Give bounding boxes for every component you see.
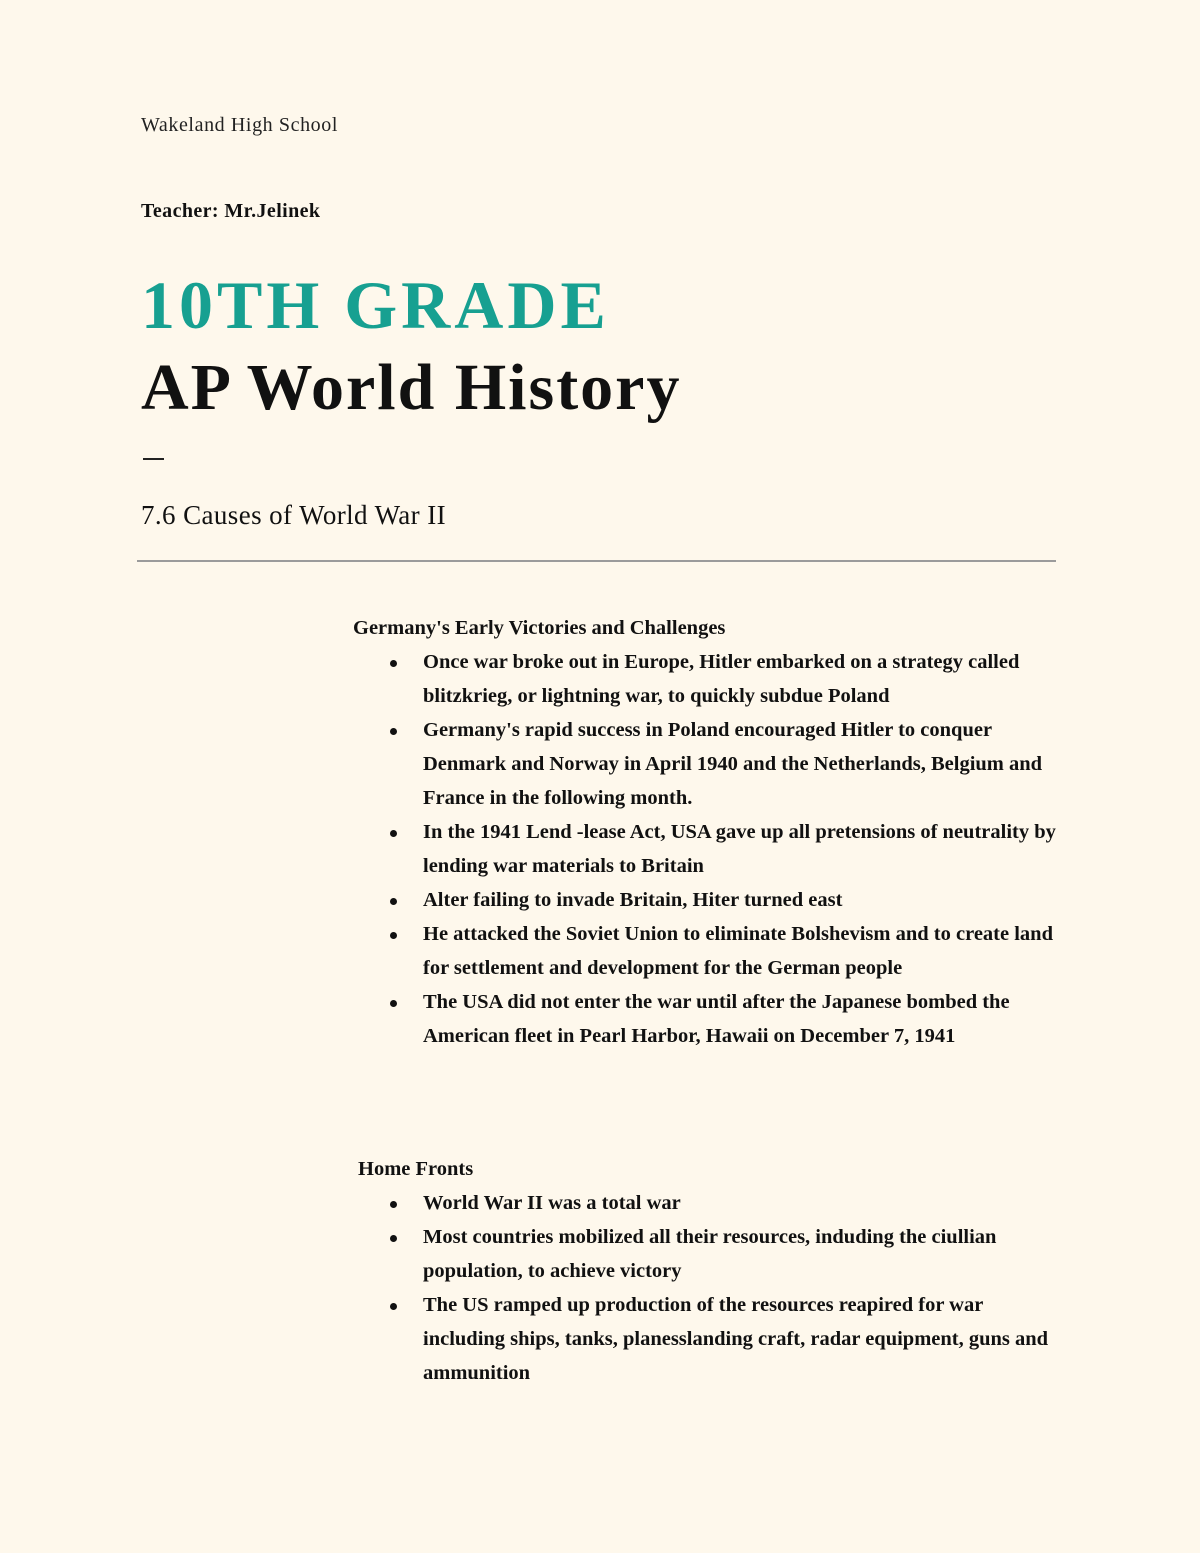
course-title: AP World History bbox=[141, 351, 682, 424]
bullet-icon bbox=[390, 932, 397, 939]
bullet-icon bbox=[390, 1000, 397, 1007]
list-item-text: The US ramped up production of the resources reapired for war including ships, tanks, planesslanding craft, radar equipment, guns and ammunition bbox=[423, 1294, 1049, 1384]
list-item bbox=[358, 1288, 1063, 1390]
list-item-text: Most countries mobilized all their resources, induding the ciullian population, to achieve victory bbox=[423, 1226, 997, 1282]
bullet-icon bbox=[390, 1303, 397, 1310]
list-item-text: In the 1941 Lend -lease Act, USA gave up all pretensions of neutrality by lending war materials to Britain bbox=[423, 821, 1056, 877]
section-home-fronts bbox=[358, 1152, 1078, 1390]
bullet-icon bbox=[390, 1235, 397, 1242]
list-item bbox=[358, 1220, 1063, 1288]
bullet-icon bbox=[390, 830, 397, 837]
list-item bbox=[358, 1186, 1063, 1220]
bullet-list bbox=[358, 1186, 1078, 1390]
title-dash-divider bbox=[143, 458, 164, 460]
unit-title: 7.6 Causes of World War II bbox=[141, 500, 447, 530]
list-item bbox=[353, 815, 1063, 883]
bullet-icon bbox=[390, 660, 397, 667]
bullet-icon bbox=[390, 728, 397, 735]
section-early-victories bbox=[353, 611, 1073, 1053]
bullet-icon bbox=[390, 1201, 397, 1208]
list-item bbox=[353, 713, 1063, 815]
list-item-text: World War II was a total war bbox=[423, 1192, 681, 1214]
list-item bbox=[353, 985, 1063, 1053]
section-title: Germany's Early Victories and Challenges bbox=[353, 617, 726, 639]
list-item bbox=[353, 645, 1063, 713]
bullet-icon bbox=[390, 898, 397, 905]
list-item bbox=[353, 883, 1063, 917]
list-item-text: He attacked the Soviet Union to eliminate Bolshevism and to create land for settlement and development for the German people bbox=[423, 923, 1053, 979]
horizontal-rule bbox=[137, 560, 1056, 562]
grade-heading: 10TH GRADE bbox=[141, 267, 610, 343]
list-item-text: Germany's rapid success in Poland encouraged Hitler to conquer Denmark and Norway in April 1940 and the Netherlands, Belgium and France in the following month. bbox=[423, 719, 1043, 809]
list-item-text: Once war broke out in Europe, Hitler embarked on a strategy called blitzkrieg, or lightning war, to quickly subdue Poland bbox=[423, 651, 1020, 707]
section-title: Home Fronts bbox=[358, 1158, 474, 1180]
school-name: Wakeland High School bbox=[141, 114, 339, 136]
list-item-text: The USA did not enter the war until after the Japanese bombed the American fleet in Pearl Harbor, Hawaii on December 7, 1941 bbox=[423, 991, 1010, 1047]
list-item-text: Alter failing to invade Britain, Hiter turned east bbox=[423, 889, 843, 911]
list-item bbox=[353, 917, 1063, 985]
bullet-list bbox=[353, 645, 1073, 1053]
teacher-name: Teacher: Mr.Jelinek bbox=[141, 200, 321, 222]
